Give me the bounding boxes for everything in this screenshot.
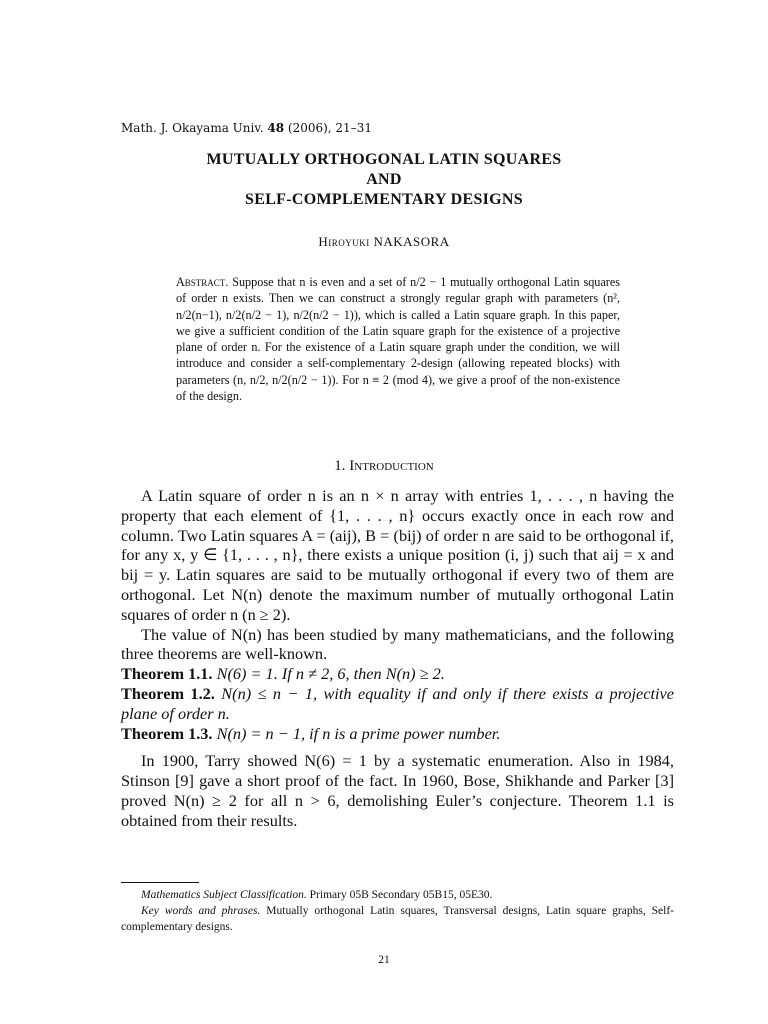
paragraph-theorems-intro: The value of N(n) has been studied by many mathematicians, and the following three theorems are well-known. (121, 624, 674, 664)
spacer (121, 743, 674, 751)
title-line-3: SELF-COMPLEMENTARY DESIGNS (245, 191, 523, 208)
section-title: Introduction (349, 458, 434, 474)
footnote-keywords-text: Mutually orthogonal Latin squares, Transversal designs, Latin square graphs, Self-complementary designs. (121, 905, 675, 933)
theorem-1-2 (121, 684, 674, 724)
abstract (176, 274, 620, 404)
author-given-name: Hiroyuki (318, 234, 370, 249)
footnote-msc-text: Primary 05B Secondary 05B15, 05E30. (309, 889, 493, 901)
footnote-keywords-label: Key words and phrases. (141, 905, 261, 917)
body-text (121, 486, 674, 831)
theorem-statement: N(n) = n − 1, if n is a prime power number. (216, 723, 501, 743)
journal-volume: 48 (267, 121, 285, 135)
footnote-msc-label: Mathematics Subject Classification. (141, 889, 307, 901)
author-name (0, 234, 768, 250)
title-line-2: AND (366, 171, 402, 188)
footnote-msc (121, 887, 674, 903)
footnote-rule (121, 882, 199, 883)
paper-title (0, 150, 768, 210)
theorem-statement: N(n) ≤ n − 1, with equality if and only if there exists a projective plane of order n. (121, 683, 674, 723)
theorem-label: Theorem 1.1. (121, 664, 213, 684)
journal-name: Math. J. Okayama Univ. (121, 121, 264, 135)
paragraph-intro: A Latin square of order n is an n × n array with entries 1, . . . , n having the property that each element of {1, . . . , n} occurs exactly once in each row and column. Two Latin squares A = (aij), B = (bij) of order n are said to be orthogonal if, for any x, y ∈ {1, . . . , n}, there exists a unique position (i, j) such that aij = x and bij = y. Latin squares are said to be mutually orthogonal if every two of them are orthogonal. Let N(n) denote the maximum number of mutually orthogonal Latin squares of order n (n ≥ 2). (121, 486, 674, 624)
theorem-1-1 (121, 664, 674, 684)
author-family-name: NAKASORA (373, 234, 450, 249)
footnotes (121, 887, 674, 935)
paragraph-history: In 1900, Tarry showed N(6) = 1 by a systematic enumeration. Also in 1984, Stinson [9] gave a short proof of the fact. In 1960, Bose, Shikhande and Parker [3] proved N(n) ≥ 2 for all n > 6, demolishing Euler’s conjecture. Theorem 1.1 is obtained from their results. (121, 751, 674, 830)
section-number: 1. (334, 458, 346, 474)
theorem-statement: N(6) = 1. If n ≠ 2, 6, then N(n) ≥ 2. (216, 664, 445, 684)
journal-year-pages: (2006), 21–31 (287, 121, 372, 135)
abstract-label: Abstract. (176, 275, 229, 289)
theorem-label: Theorem 1.2. (121, 683, 215, 703)
footnote-keywords (121, 903, 674, 935)
title-line-1: MUTUALLY ORTHOGONAL LATIN SQUARES (206, 151, 562, 168)
page-number: 21 (378, 954, 390, 966)
section-heading (0, 458, 768, 475)
theorem-label: Theorem 1.3. (121, 723, 213, 743)
theorem-1-3 (121, 724, 674, 744)
journal-citation (121, 121, 372, 135)
abstract-text: Suppose that n is even and a set of n/2 − 1 mutually orthogonal Latin squares of order n exists. Then we can construct a strongly regular graph with parameters (n², n/2(n−1), n/2(n/2 − 1), n/2(n/2 − 1)), which is called a Latin square graph. In this paper, we give a sufficient condition of the Latin square graph for the existence of a projective plane of order n. For the existence of a Latin square graph under the condition, we will introduce and consider a self-complementary 2-design (allowing repeated blocks) with parameters (n, n/2, n/2(n/2 − 1)). For n ≡ 2 (mod 4), we give a proof of the non-existence of the design. (176, 275, 620, 404)
